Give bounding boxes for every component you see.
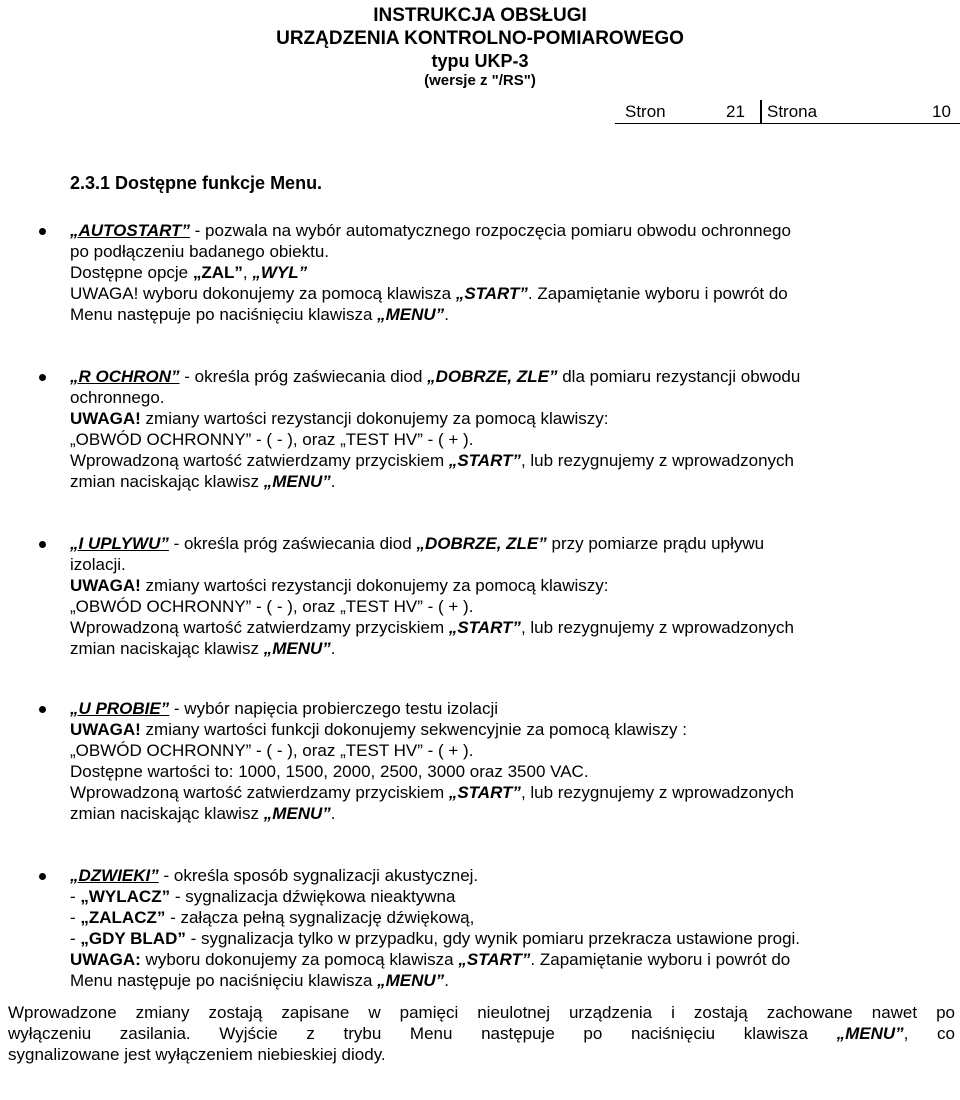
warning-label: UWAGA! [70, 576, 141, 595]
header-subtitle: URZĄDZENIA KONTROLNO-POMIAROWEGO [276, 28, 684, 49]
key-menu: „MENU” [836, 1024, 904, 1043]
key-start: „START” [448, 618, 521, 637]
page-label: Strona [767, 102, 818, 121]
page-row-divider [760, 100, 762, 123]
option-zal: „ZAL” [192, 263, 243, 282]
key-menu: „MENU” [377, 305, 445, 324]
bullet-dot [39, 706, 46, 713]
key-obwod: „OBWÓD OCHRONNY” - ( - ) [70, 597, 293, 616]
header-model: typu UKP-3 [431, 51, 529, 71]
function-name: „DZWIEKI” [70, 866, 159, 885]
option-wyl: „WYL” [252, 263, 308, 282]
key-menu: „MENU” [263, 804, 331, 823]
warning-label: UWAGA: [70, 950, 141, 969]
document-header [0, 4, 960, 90]
bullet-dot [39, 541, 46, 548]
function-name: „U PROBIE” [70, 699, 170, 718]
key-menu: „MENU” [263, 472, 331, 491]
key-start: „START” [458, 950, 531, 969]
function-name: „AUTOSTART” [70, 221, 190, 240]
pages-label: Stron [625, 102, 666, 121]
key-test-hv: „TEST HV” - ( + ) [340, 597, 469, 616]
option-gdy-blad: „GDY BLAD” [80, 929, 186, 948]
warning-label: UWAGA! [70, 284, 139, 303]
bullet-dot [39, 228, 46, 235]
key-start: „START” [455, 284, 528, 303]
function-name: „R OCHRON” [70, 367, 180, 386]
key-test-hv: „TEST HV” - ( + ) [340, 430, 469, 449]
key-start: „START” [448, 783, 521, 802]
menu-item-autostart: „AUTOSTART” - pozwala na wybór automatycznego rozpoczęcia pomiaru obwodu ochronnego po podłączeniu badanego obiektu. Dostępne opcje „ZAL”, „WYL” UWAGA! wyboru dokonujemy za pomocą klawisza „START”. Zapamiętanie wyboru i powrót do Menu następuje po naciśnięciu klawisza „MENU”. [70, 220, 955, 325]
header-version: (wersje z "/RS") [424, 72, 536, 89]
key-menu: „MENU” [263, 639, 331, 658]
key-test-hv: „TEST HV” - ( + ) [340, 741, 469, 760]
key-menu: „MENU” [377, 971, 445, 990]
menu-item-r-ochron: „R OCHRON” - określa próg zaświecania diod „DOBRZE, ZLE” dla pomiaru rezystancji obwodu ochronnego. UWAGA! zmiany wartości rezystancji dokonujemy za pomocą klawiszy: „OBWÓD OCHRONNY” - ( - ), oraz „TEST HV” - ( + ). Wprowadzoną wartość zatwierdzamy przyciskiem „START”, lub rezygnujemy z wprowadzonych zmian naciskając klawisz „MENU”. [70, 366, 955, 492]
bullet-dot [39, 873, 46, 880]
header-title: INSTRUKCJA OBSŁUGI [373, 5, 587, 26]
menu-item-i-uplywu: „I UPLYWU” - określa próg zaświecania diod „DOBRZE, ZLE” przy pomiarze prądu upływu izolacji. UWAGA! zmiany wartości rezystancji dokonujemy za pomocą klawiszy: „OBWÓD OCHRONNY” - ( - ), oraz „TEST HV” - ( + ). Wprowadzoną wartość zatwierdzamy przyciskiem „START”, lub rezygnujemy z wprowadzonych zmian naciskając klawisz „MENU”. [70, 533, 955, 659]
bullet-dot [39, 374, 46, 381]
menu-item-u-probie: „U PROBIE” - wybór napięcia probierczego testu izolacji UWAGA! zmiany wartości funkcji dokonujemy sekwencyjnie za pomocą klawiszy : „OBWÓD OCHRONNY” - ( - ), oraz „TEST HV” - ( + ). Dostępne wartości to: 1000, 1500, 2000, 2500, 3000 oraz 3500 VAC. Wprowadzoną wartość zatwierdzamy przyciskiem „START”, lub rezygnujemy z wprowadzonych zmian naciskając klawisz „MENU”. [70, 698, 955, 824]
available-values: Dostępne wartości to: 1000, 1500, 2000, 2500, 3000 oraz 3500 VAC. [70, 762, 589, 781]
page-current: 10 [932, 102, 951, 121]
menu-item-dzwieki: „DZWIEKI” - określa sposób sygnalizacji akustycznej. - „WYLACZ” - sygnalizacja dźwiękowa nieaktywna - „ZALACZ” - załącza pełną sygnalizację dźwiękową, - „GDY BLAD” - sygnalizacja tylko w przypadku, gdy wynik pomiaru przekracza ustawione progi. UWAGA: wyboru dokonujemy za pomocą klawisza „START”. Zapamiętanie wyboru i powrót do Menu następuje po naciśnięciu klawisza „MENU”. [70, 865, 955, 991]
option-wylacz: „WYLACZ” [80, 887, 171, 906]
diodes-label: „DOBRZE, ZLE” [416, 534, 547, 553]
pages-total: 21 [726, 102, 745, 121]
warning-label: UWAGA! [70, 409, 141, 428]
section-title: 2.3.1 Dostępne funkcje Menu. [70, 173, 323, 193]
option-zalacz: „ZALACZ” [80, 908, 166, 927]
page-number-row [615, 100, 960, 124]
key-obwod: „OBWÓD OCHRONNY” - ( - ) [70, 430, 293, 449]
function-name: „I UPLYWU” [70, 534, 169, 553]
key-start: „START” [448, 451, 521, 470]
diodes-label: „DOBRZE, ZLE” [427, 367, 558, 386]
key-obwod: „OBWÓD OCHRONNY” - ( - ) [70, 741, 293, 760]
closing-paragraph: Wprowadzone zmiany zostają zapisane w pamięci nieulotnej urządzenia i zostają zachowane nawet po wyłączeniu zasilania. Wyjście z trybu Menu następuje po naciśnięciu klawisza „MENU”, co sygnalizowane jest wyłączeniem niebieskiej diody. [8, 1003, 955, 1064]
warning-label: UWAGA! [70, 720, 141, 739]
